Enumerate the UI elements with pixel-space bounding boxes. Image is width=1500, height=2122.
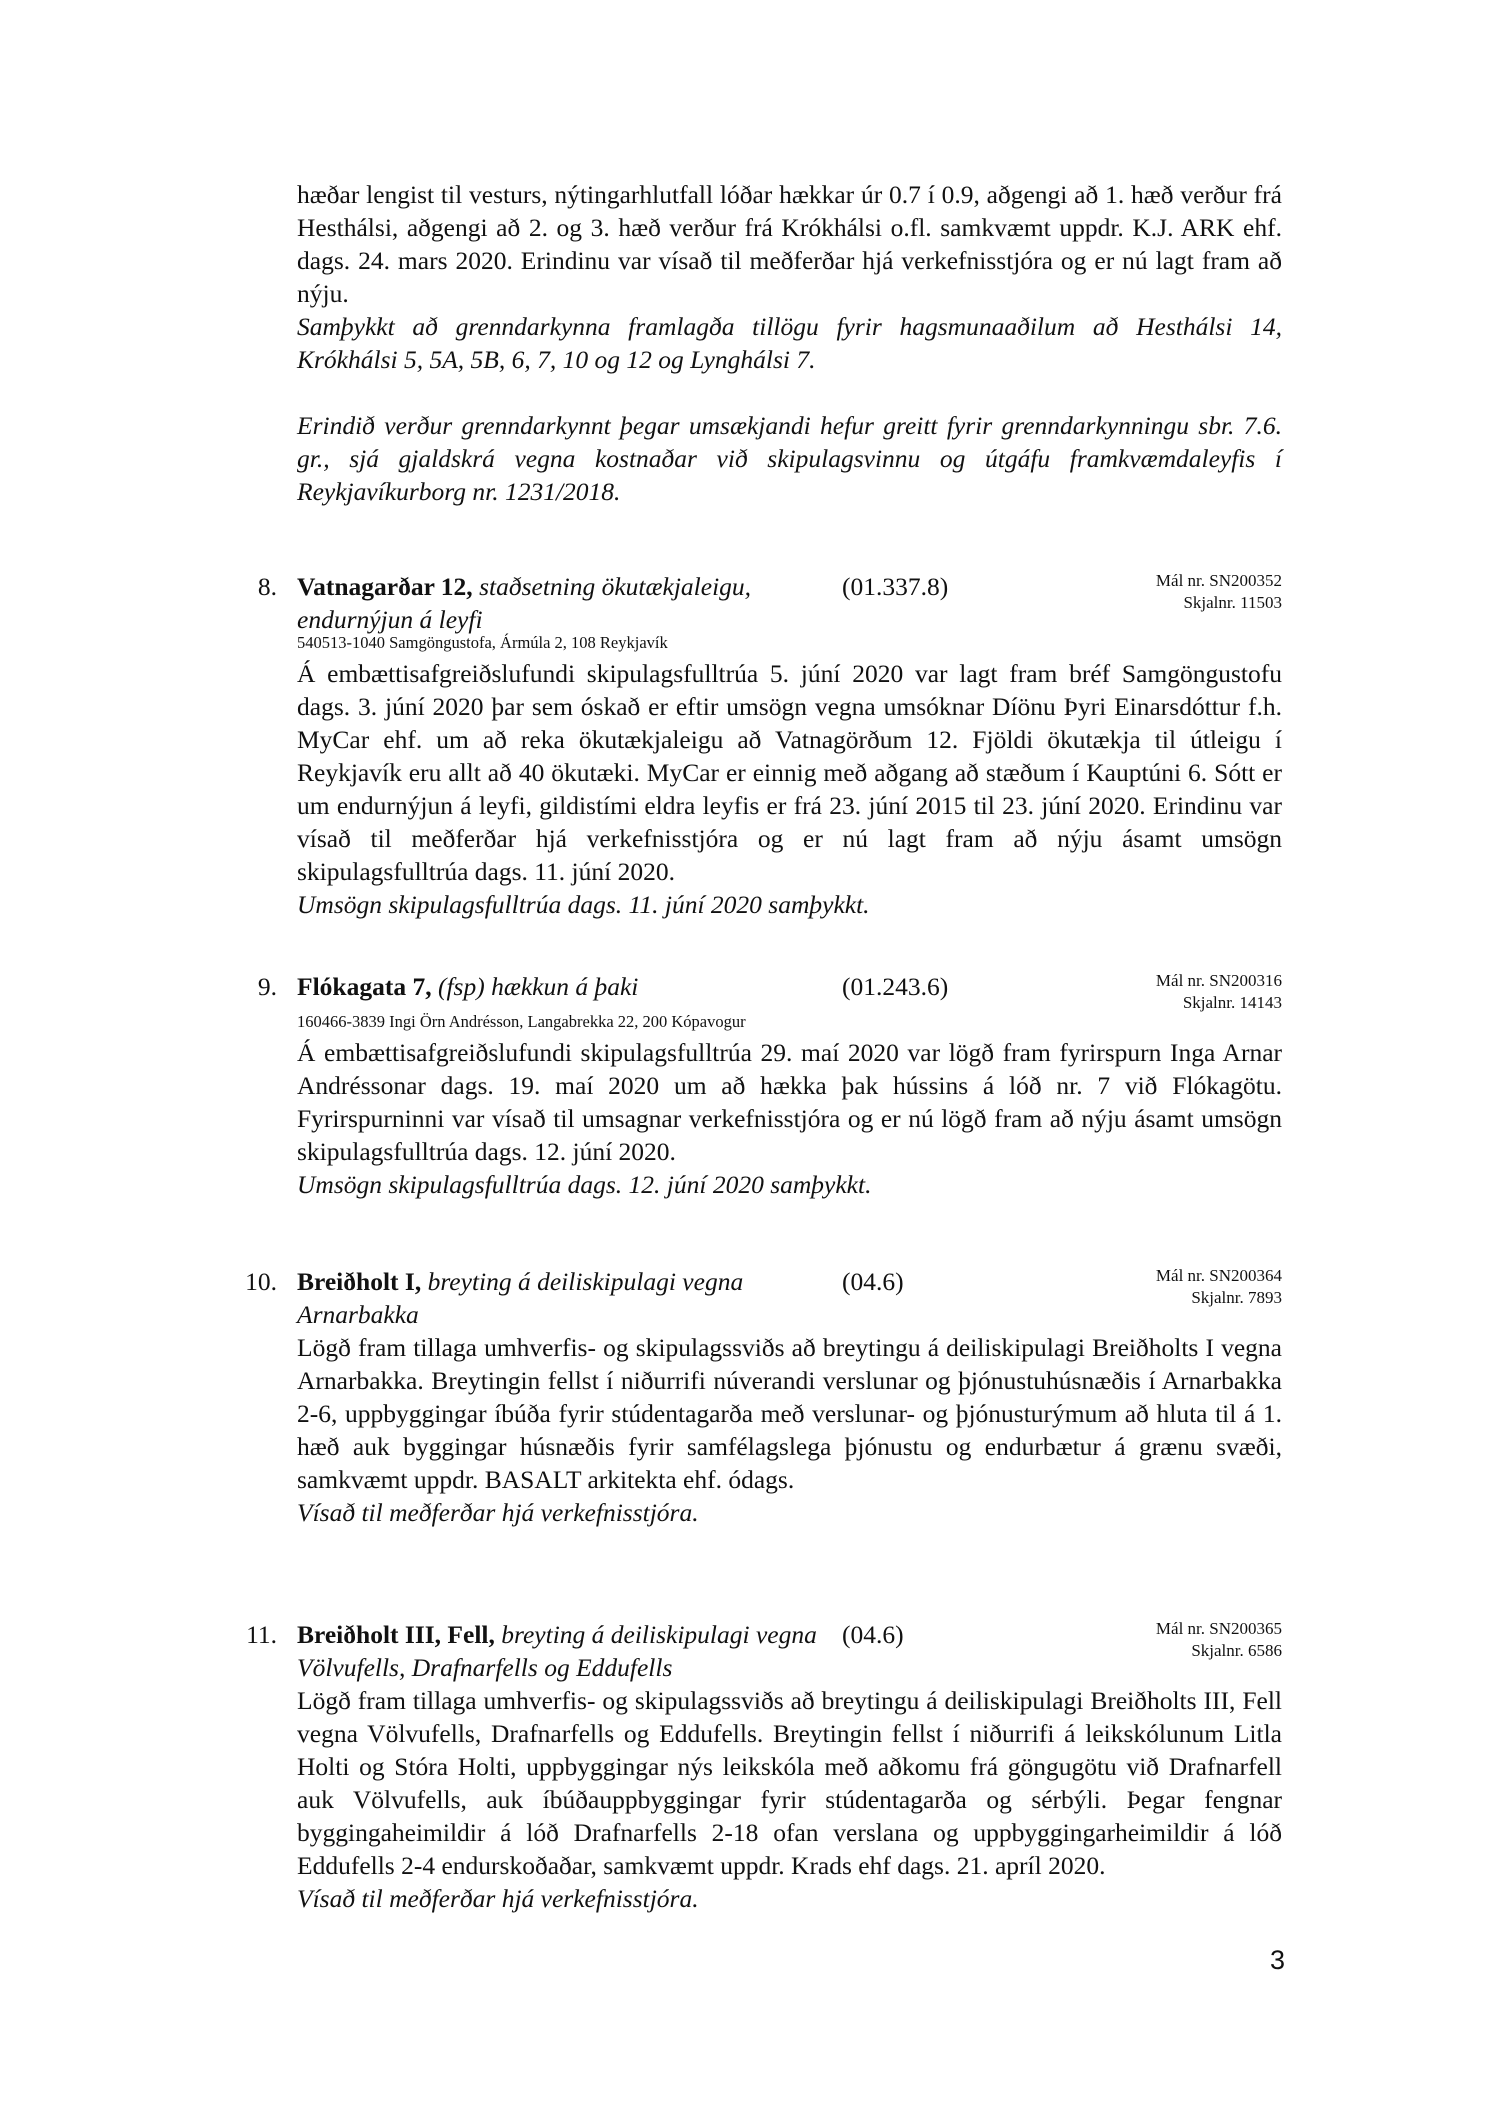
item-mal-nr: Mál nr. SN200364 (1155, 1266, 1282, 1285)
item-decision: Umsögn skipulagsfulltrúa dags. 12. júní 2020 samþykkt. (297, 1170, 872, 1199)
item-code: (04.6) (842, 1267, 904, 1296)
item-body (297, 657, 1282, 921)
item-title-bold: Flókagata 7, (297, 972, 432, 1001)
item-applicant: 540513-1040 Samgöngustofa, Ármúla 2, 108 Reykjavík (297, 633, 668, 652)
item-title-italic: breyting á deiliskipulagi vegna Arnarbakka (297, 1267, 744, 1329)
item-body (297, 1331, 1282, 1529)
item-code: (01.243.6) (842, 972, 949, 1001)
item-body-text: Á embættisafgreiðslufundi skipulagsfulltrúa 5. júní 2020 var lagt fram bréf Samgöngustofu dags. 3. júní 2020 þar sem óskað er eftir umsögn vegna umsóknar Díönu Þyri Einarsdóttur f.h. MyCar ehf. um að reka ökutækjaleigu að Vatnagörðum 12. Fjöldi ökutækja til útleigu í Reykjavík eru allt að 40 ökutæki. MyCar er einnig með aðgang að stæðum í Kauptúni 6. Sótt er um endurnýjun á leyfi, gildistími eldra leyfis er frá 23. júní 2015 til 23. júní 2020. Erindinu var vísað til meðferðar hjá verkefnisstjóra og er nú lagt fram að nýju ásamt umsögn skipulagsfulltrúa dags. 11. júní 2020. (297, 659, 1282, 886)
item-case-info (1156, 970, 1282, 1014)
item-title (297, 970, 842, 1003)
item-decision: Vísað til meðferðar hjá verkefnisstjóra. (297, 1498, 699, 1527)
item-title (297, 1618, 842, 1684)
item-body-text: Lögð fram tillaga umhverfis- og skipulagssviðs að breytingu á deiliskipulagi Breiðholts I vegna Arnarbakka. Breytingin fellst í niðurrifi núverandi verslunar og þjónustuhúsnæðis í Arnarbakka 2-6, uppbyggingar íbúða fyrir stúdentagarða með verslunar- og þjónusturýmum að hluta til á 1. hæð auk byggingar húsnæðis fyrir samfélagslega þjónustu og endurbætur á grænu svæði, samkvæmt uppdr. BASALT arkitekta ehf. ódags. (297, 1333, 1282, 1494)
item-title-bold: Breiðholt III, Fell, (297, 1620, 495, 1649)
item-body (297, 1684, 1282, 1915)
item-code: (04.6) (842, 1620, 904, 1649)
item-skjal-nr: Skjalnr. 6586 (1191, 1641, 1282, 1660)
item-title-italic: staðsetning ökutækjaleigu, endurnýjun á leyfi (297, 572, 752, 634)
item-mal-nr: Mál nr. SN200352 (1155, 571, 1282, 590)
item-title-bold: Breiðholt I, (297, 1267, 422, 1296)
intro-decision: Samþykkt að grenndarkynna framlagða tillögu fyrir hagsmunaaðilum að Hesthálsi 14, Krókhálsi 5, 5A, 5B, 6, 7, 10 og 12 og Lynghálsi 7. (297, 312, 1282, 374)
item-title (297, 570, 842, 636)
item-title-bold: Vatnagarðar 12, (297, 572, 473, 601)
item-body-text: Lögð fram tillaga umhverfis- og skipulagssviðs að breytingu á deiliskipulagi Breiðholts III, Fell vegna Völvufells, Drafnarfells og Eddufells. Breytingin fellst í niðurrifi á leikskólunum Litla Holti og Stóra Holti, uppbyggingar nýs leikskóla með aðkomu frá göngugötu við Drafnarfell auk Völvufells, auk íbúðauppbyggingar fyrir stúdentagarða og sérbýli. Þegar fengnar byggingaheimildir á lóð Drafnarfells 2-18 ofan verslana og uppbyggingarheimildir á lóð Eddufells 2-4 endurskoðaðar, samkvæmt uppdr. Krads ehf dags. 21. apríl 2020. (297, 1686, 1282, 1880)
item-case-info (1156, 1265, 1282, 1309)
item-code: (01.337.8) (842, 572, 949, 601)
item-applicant: 160466-3839 Ingi Örn Andrésson, Langabrekka 22, 200 Kópavogur (297, 1012, 746, 1031)
item-decision: Vísað til meðferðar hjá verkefnisstjóra. (297, 1884, 699, 1913)
item-title-italic: breyting á deiliskipulagi vegna Völvufells, Drafnarfells og Eddufells (297, 1620, 817, 1682)
item-number: 11. (246, 1620, 277, 1649)
intro-section (297, 178, 1282, 508)
item-mal-nr: Mál nr. SN200365 (1155, 1619, 1282, 1638)
intro-note: Erindið verður grenndarkynnt þegar umsækjandi hefur greitt fyrir grenndarkynningu sbr. 7.6. gr., sjá gjaldskrá vegna kostnaðar við skipulagsvinnu og útgáfu framkvæmdaleyfis í Reykjavíkurborg nr. 1231/2018. (297, 411, 1282, 506)
item-number: 8. (257, 572, 277, 601)
item-body (297, 1036, 1282, 1201)
page-number: 3 (1269, 1945, 1285, 1975)
item-case-info (1156, 570, 1282, 614)
item-mal-nr: Mál nr. SN200316 (1155, 971, 1282, 990)
item-decision: Umsögn skipulagsfulltrúa dags. 11. júní 2020 samþykkt. (297, 890, 870, 919)
item-skjal-nr: Skjalnr. 14143 (1182, 993, 1282, 1012)
item-number: 10. (245, 1267, 277, 1296)
item-body-text: Á embættisafgreiðslufundi skipulagsfulltrúa 29. maí 2020 var lögð fram fyrirspurn Inga Arnar Andréssonar dags. 19. maí 2020 um að hækka þak hússins á lóð nr. 7 við Flókagötu. Fyrirspurninni var vísað til umsagnar verkefnisstjóra og er nú lögð fram að nýju ásamt umsögn skipulagsfulltrúa dags. 12. júní 2020. (297, 1038, 1282, 1166)
item-title-italic: (fsp) hækkun á þaki (437, 972, 639, 1001)
item-skjal-nr: Skjalnr. 7893 (1191, 1288, 1282, 1307)
item-case-info (1156, 1618, 1282, 1662)
item-number: 9. (257, 972, 277, 1001)
item-title (297, 1265, 842, 1331)
intro-text: hæðar lengist til vesturs, nýtingarhlutfall lóðar hækkar úr 0.7 í 0.9, aðgengi að 1. hæð verður frá Hesthálsi, aðgengi að 2. og 3. hæð verður frá Krókhálsi o.fl. samkvæmt uppdr. K.J. ARK ehf. dags. 24. mars 2020. Erindinu var vísað til meðferðar hjá verkefnisstjóra og er nú lagt fram að nýju. (297, 180, 1282, 308)
item-skjal-nr: Skjalnr. 11503 (1183, 593, 1282, 612)
